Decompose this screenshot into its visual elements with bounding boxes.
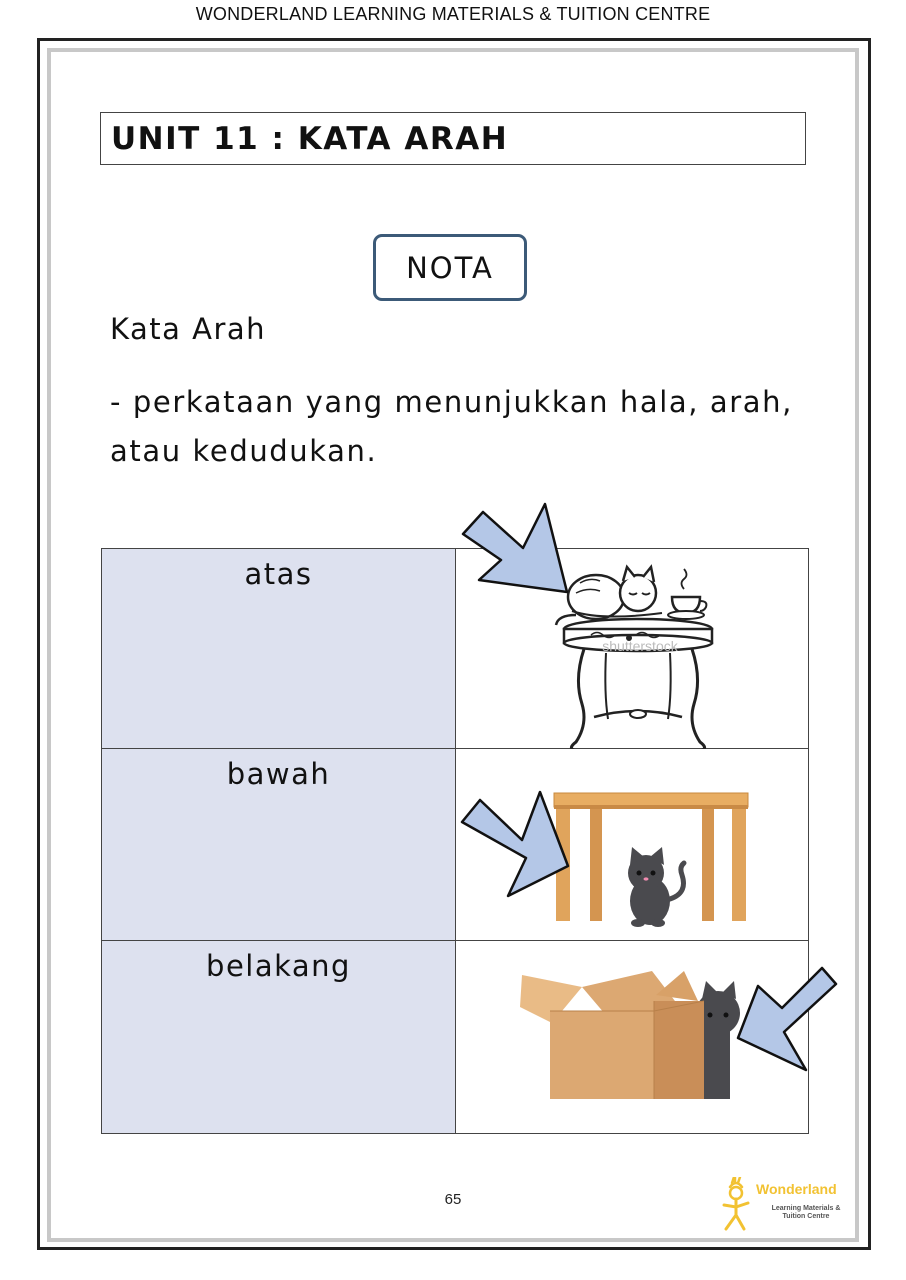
logo-subtitle-line-2: Tuition Centre [782, 1213, 830, 1220]
watermark-text: shutterstock [602, 638, 678, 654]
unit-title: UNIT 11 : KATA ARAH [111, 120, 509, 157]
arrow-icon [734, 966, 846, 1072]
unit-title-box [100, 112, 806, 165]
arrow-icon [456, 788, 582, 898]
page-number: 65 [444, 1191, 462, 1208]
nota-label: NOTA [406, 250, 494, 285]
direction-word: atas [244, 557, 313, 591]
definition-title: Kata Arah [110, 312, 267, 346]
logo-subtitle [758, 1205, 854, 1221]
direction-word: bawah [226, 757, 331, 791]
arrow-icon [455, 498, 585, 598]
word-cell [102, 941, 456, 1133]
direction-word: belakang [206, 949, 351, 983]
word-cell [102, 549, 456, 748]
nota-box [373, 234, 527, 301]
definition-body [110, 378, 810, 476]
logo-name: Wonderland [756, 1181, 837, 1197]
logo-subtitle-line-1: Learning Materials & [771, 1205, 841, 1212]
logo-figure-icon [718, 1177, 754, 1233]
wonderland-logo [718, 1175, 858, 1235]
definition-line-2: atau kedudukan. [110, 434, 378, 468]
direction-table [101, 548, 809, 1134]
word-cell [102, 749, 456, 940]
definition-line-1: - perkataan yang menunjukkan hala, arah, [110, 385, 793, 419]
table-row [102, 941, 808, 1133]
page-header: WONDERLAND LEARNING MATERIALS & TUITION CENTRE [195, 4, 711, 24]
table-row [102, 749, 808, 941]
